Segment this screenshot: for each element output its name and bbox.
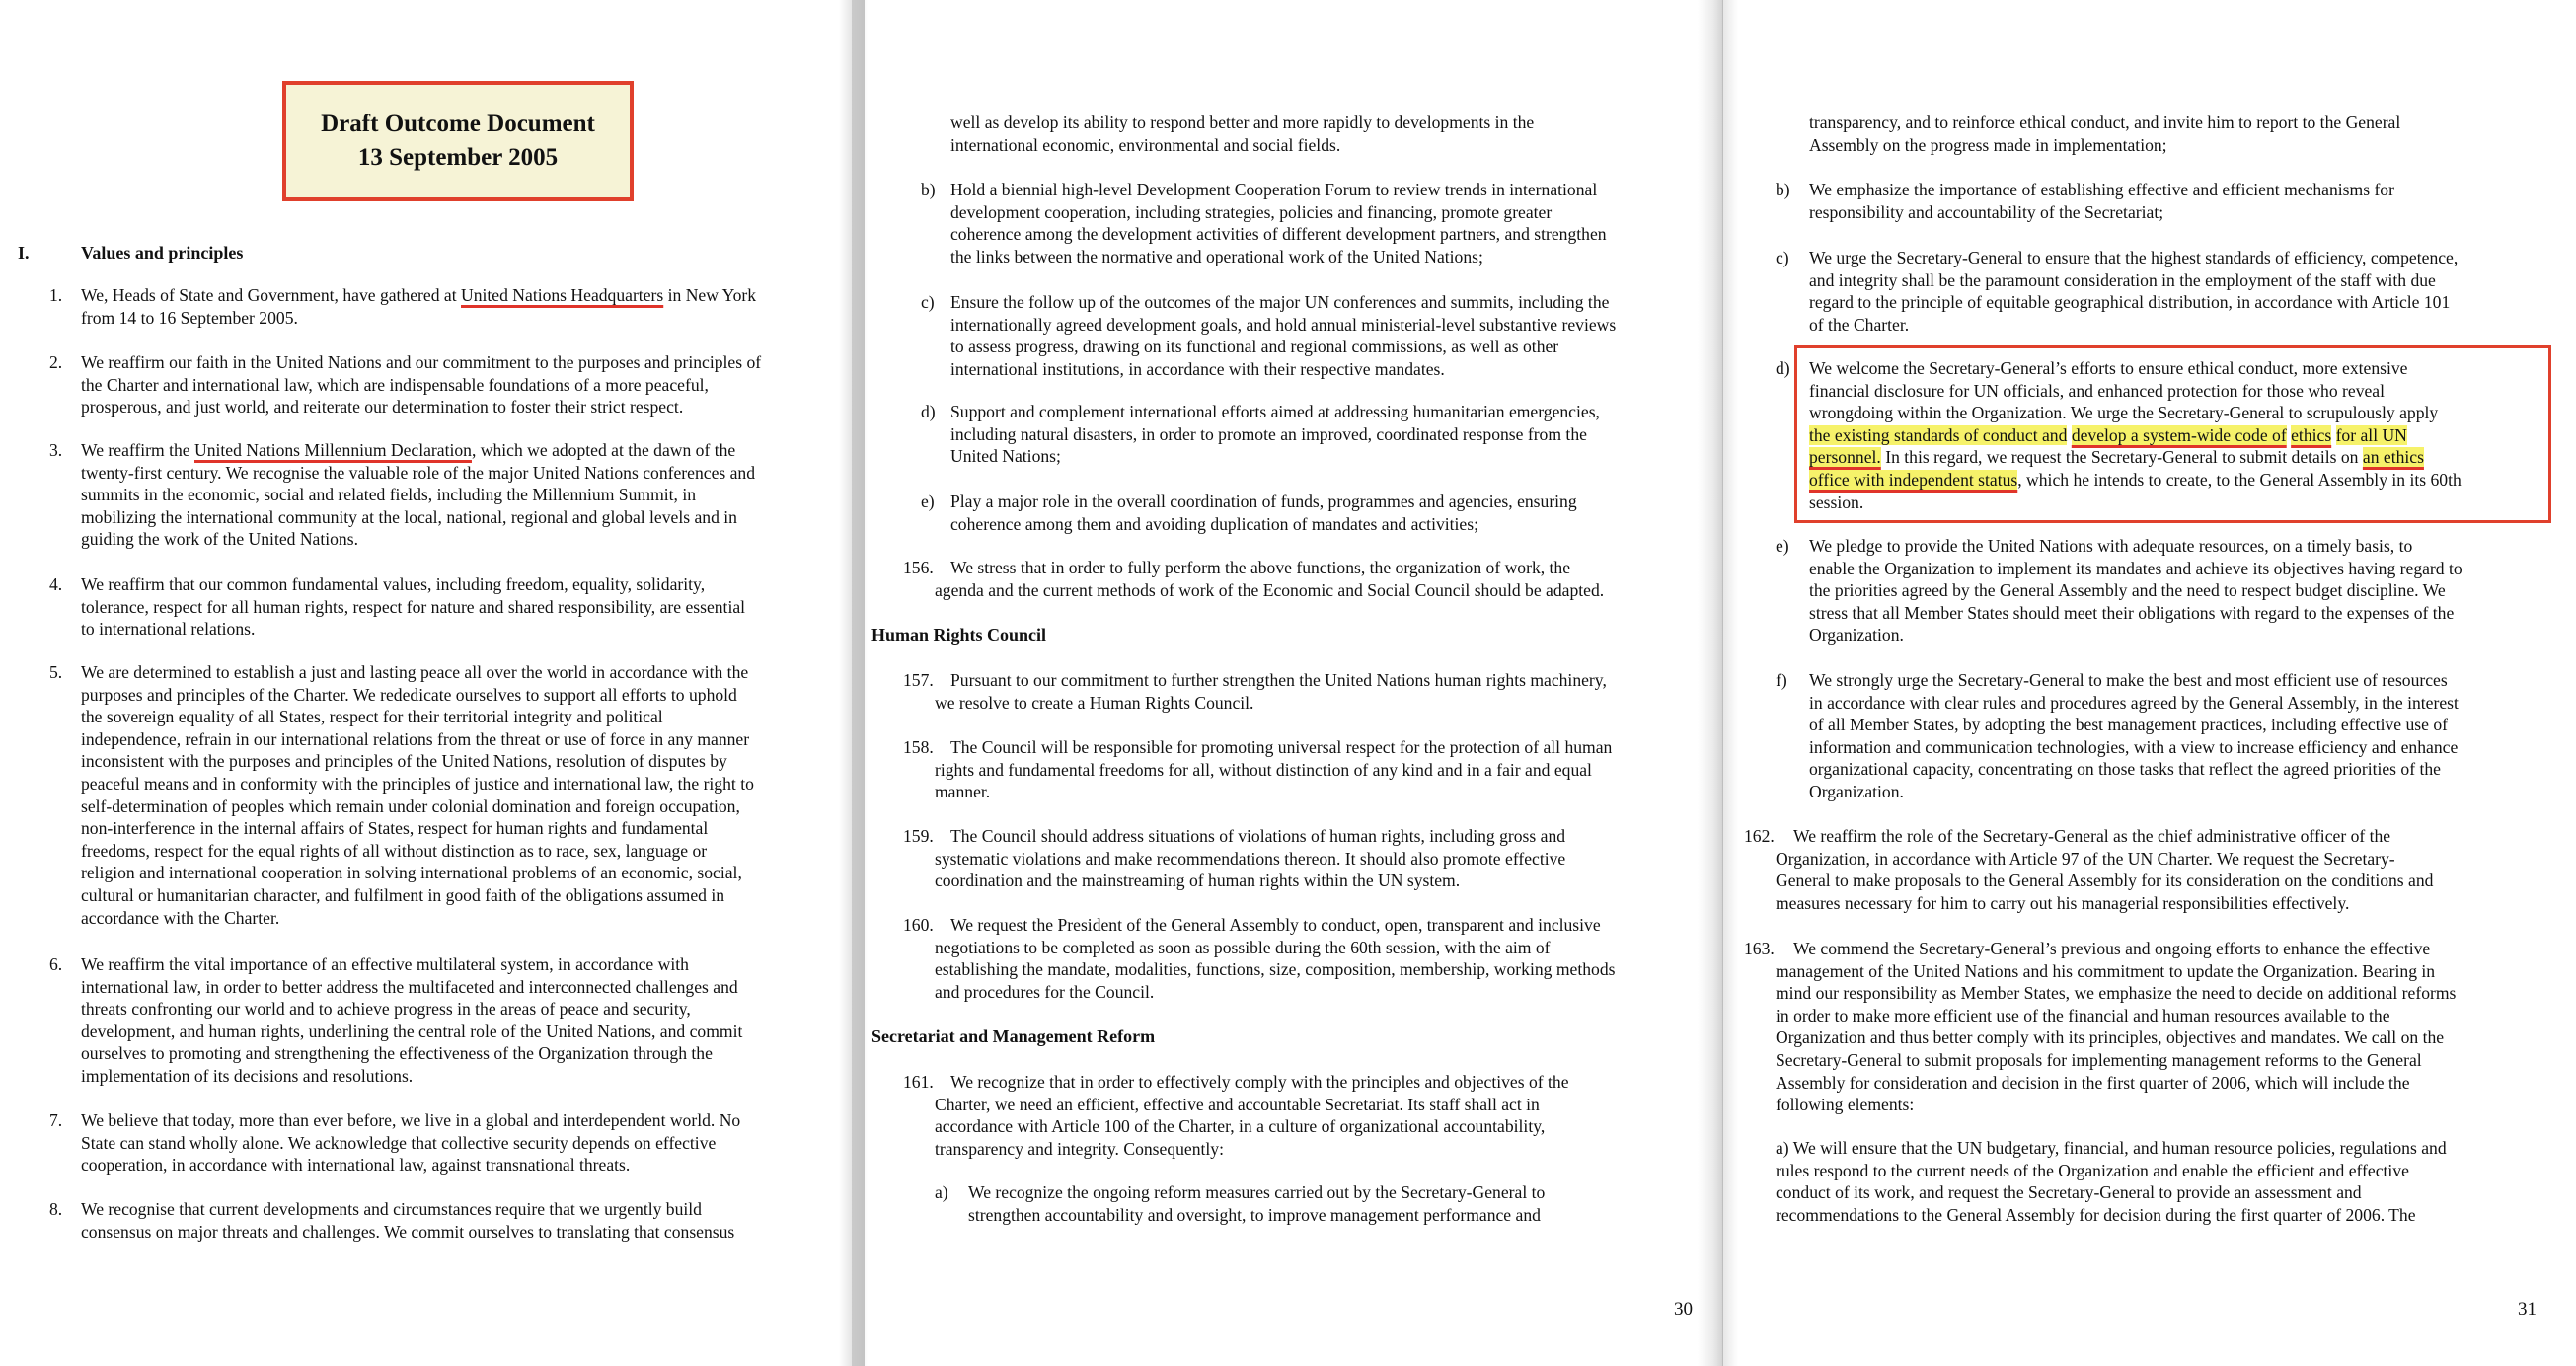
paragraph-line: Organization.: [1809, 625, 1904, 645]
paragraph-line: of all Member States, by adopting the best management practices, including effective use of: [1809, 715, 2449, 735]
page-number: 30: [1674, 1299, 1693, 1320]
paragraph-line: the Charter and international law, which are indispensable foundations of a more peaceful,: [81, 374, 709, 395]
paragraph-number: 1.: [49, 285, 63, 305]
paragraph-line: We, Heads of State and Government, have gathered at United Nations Headquarters in New York: [81, 285, 757, 305]
paragraph-number: 162.: [1744, 826, 1775, 846]
paragraph-number: 4.: [49, 574, 63, 594]
section-heading: Human Rights Council: [871, 625, 1047, 645]
paragraph-line: information and communication technologies, with a view to increase efficiency and enhance: [1809, 736, 2459, 757]
paragraph-line: enable the Organization to implement its mandates and achieve its objectives having regard to: [1809, 558, 2462, 578]
paragraph-line: The Council will be responsible for promoting universal respect for the protection of all human: [950, 737, 1613, 757]
emphasized-phrase: the existing standards of conduct and: [1809, 424, 2068, 445]
emphasized-phrase: United Nations Millennium Declaration: [194, 440, 472, 460]
paragraph-line: and procedures for the Council.: [935, 981, 1155, 1002]
paragraph-line: mind our responsibility as Member States, we emphasize the need to decide on additional reforms: [1776, 983, 2457, 1004]
emphasized-phrase: office with independent status: [1809, 470, 2018, 490]
paragraph-line: Assembly for consideration and decision in the first quarter of 2006, which will include the: [1776, 1072, 2410, 1093]
paragraph-line: threats confronting our world and to achieve progress in the areas of peace and security,: [81, 999, 691, 1020]
paragraph-line: We recognize the ongoing reform measures carried out by the Secretary-General to: [968, 1182, 1546, 1202]
highlight-annotation-box: [1794, 345, 2551, 523]
paragraph-line: management of the United Nations and his commitment to update the Organization. Bearing in: [1776, 960, 2436, 981]
paragraph-number: 2.: [49, 352, 63, 372]
paragraph-line: transparency, and to reinforce ethical conduct, and invite him to report to the General: [1809, 113, 2401, 132]
paragraph-line: guiding the work of the United Nations.: [81, 529, 358, 550]
paragraph-line: regard to the principle of equitable geographical distribution, in accordance with Article 101: [1809, 292, 2451, 313]
paragraph-number: b): [1776, 180, 1790, 199]
paragraph-number: 156.: [903, 558, 934, 577]
emphasized-phrase: ethics: [2291, 424, 2332, 445]
paragraph-line: We stress that in order to fully perform the above functions, the organization of work, the: [950, 558, 1571, 577]
paragraph-line: accordance with the Charter.: [81, 907, 280, 928]
title-line-1: Draft Outcome Document: [321, 111, 595, 137]
paragraph-line: international economic, environmental and social fields.: [950, 134, 1341, 155]
paragraph-line: development, and human rights, underlining the central role of the United Nations, and commit: [81, 1021, 743, 1041]
section-title: Values and principles: [81, 243, 244, 263]
paragraph-line: in accordance with clear rules and procedures agreed by the General Assembly, in the interest: [1809, 692, 2459, 713]
paragraph-line: tolerance, respect for all human rights, respect for nature and shared responsibility, are essential: [81, 596, 746, 617]
paragraph-line: ourselves to promoting and strengthening the effectiveness of the Organization through the: [81, 1043, 713, 1064]
paragraph-number: a): [935, 1182, 948, 1202]
paragraph-line: summits in the economic, social and related fields, including the Millennium Summit, in: [81, 485, 697, 505]
paragraph-number: 161.: [903, 1072, 934, 1092]
paragraph-line: organizational capacity, concentrating on those tasks that reflect the agreed priorities of the: [1809, 759, 2441, 780]
paragraph-line: We commend the Secretary-General’s previous and ongoing efforts to enhance the effective: [1793, 939, 2431, 958]
paragraph-line: We are determined to establish a just and lasting peace all over the world in accordance with the: [81, 662, 749, 682]
paragraph-line: the links between the normative and operational work of the United Nations;: [950, 246, 1483, 266]
paragraph-line: purposes and principles of the Charter. We rededicate ourselves to support all efforts to uphold: [81, 684, 737, 705]
emphasized-phrase: an ethics: [2362, 447, 2424, 468]
paragraph-line: independence, refrain in our international relations from the threat or use of force in any manner: [81, 728, 750, 749]
paragraph-line: We welcome the Secretary-General’s efforts to ensure ethical conduct, more extensive: [1809, 358, 2408, 378]
paragraph-line: Play a major role in the overall coordination of funds, programmes and agencies, ensuring: [950, 492, 1577, 511]
paragraph-number: 160.: [903, 915, 934, 935]
paragraph-line: The Council should address situations of violations of human rights, including gross and: [950, 826, 1566, 846]
emphasized-phrase: personnel.: [1809, 447, 1881, 468]
paragraph-line: of the Charter.: [1809, 314, 1910, 335]
paragraph-line: Assembly on the progress made in implementation;: [1809, 134, 2167, 155]
page-number: 31: [2518, 1299, 2537, 1320]
paragraph-line: to assess progress, drawing on its functional and regional commissions, as well as other: [950, 337, 1559, 357]
paragraph-line: from 14 to 16 September 2005.: [81, 307, 298, 328]
paragraph-line: Hold a biennial high-level Development Cooperation Forum to review trends in international: [950, 180, 1598, 199]
paragraph-number: 8.: [49, 1199, 63, 1219]
paragraph-line: following elements:: [1776, 1095, 1915, 1115]
paragraph-line: twenty-first century. We recognise the valuable role of the major United Nations conferences and: [81, 462, 756, 483]
paragraph-line: We emphasize the importance of establishing effective and efficient mechanisms for: [1809, 180, 2394, 199]
paragraph-line: manner.: [935, 782, 991, 802]
document-page-middle: [852, 0, 1722, 1366]
paragraph-line: recommendations to the General Assembly for decision during the first quarter of 2006. The: [1776, 1204, 2416, 1225]
paragraph-line: We urge the Secretary-General to ensure that the highest standards of efficiency, competence,: [1809, 248, 2459, 267]
paragraph-line: well as develop its ability to respond better and more rapidly to developments in the: [950, 113, 1535, 132]
paragraph-line: We pledge to provide the United Nations with adequate resources, on a timely basis, to: [1809, 536, 2413, 556]
paragraph-number: c): [1776, 248, 1789, 267]
document-page-left: [0, 0, 852, 1366]
paragraph-line: establishing the mandate, modalities, functions, size, composition, membership, working methods: [935, 959, 1616, 980]
paragraph-line: Ensure the follow up of the outcomes of the major UN conferences and summits, including the: [950, 292, 1610, 312]
paragraph-line: to international relations.: [81, 619, 256, 640]
paragraph-line: systematic violations and make recommendations thereon. It should also promote effective: [935, 848, 1566, 869]
paragraph-line: coherence among them and avoiding duplication of mandates and activities;: [950, 513, 1478, 534]
paragraph-line: development cooperation, including strategies, policies and financing, promote greater: [950, 201, 1553, 222]
paragraph-line: accordance with Article 100 of the Charter, in a culture of organizational accountability,: [935, 1116, 1546, 1137]
paragraph-line: We believe that today, more than ever before, we live in a global and interdependent world. No: [81, 1110, 741, 1130]
paragraph-line: prosperous, and just world, and reiterate our determination to foster their strict respect.: [81, 397, 684, 417]
paragraph-line: we resolve to create a Human Rights Council.: [935, 692, 1254, 713]
paragraph-line: cooperation, in accordance with international law, against transnational threats.: [81, 1155, 631, 1176]
paragraph-line: Charter, we need an efficient, effective and accountable Secretariat. Its staff shall act in: [935, 1094, 1540, 1114]
paragraph-line: We reaffirm that our common fundamental values, including freedom, equality, solidarity,: [81, 574, 706, 594]
paragraph-line: Pursuant to our commitment to further strengthen the United Nations human rights machinery,: [950, 670, 1607, 690]
paragraph-line: Organization, in accordance with Article 97 of the UN Charter. We request the Secretary-: [1776, 848, 2395, 869]
paragraph-number: 163.: [1744, 939, 1775, 958]
paragraph-line: rights and fundamental freedoms for all, without distinction of any kind and in a fair and equal: [935, 759, 1592, 780]
paragraph-line: session.: [1809, 492, 1864, 512]
paragraph-line: We strongly urge the Secretary-General to make the best and most efficient use of resources: [1809, 670, 2448, 690]
paragraph-line: the sovereign equality of all States, respect for their territorial integrity and political: [81, 707, 663, 727]
paragraph-line: We reaffirm the role of the Secretary-General as the chief administrative officer of the: [1793, 826, 2391, 846]
paragraph-line: peaceful means and in conformity with the principles of justice and international law, the right to: [81, 774, 754, 794]
paragraph-line: coordination and the mainstreaming of human rights within the UN system.: [935, 871, 1461, 891]
paragraph-line: We reaffirm the United Nations Millennium Declaration, which we adopted at the dawn of the: [81, 440, 736, 460]
paragraph-line: and integrity shall be the paramount consideration in the employment of the staff with due: [1809, 269, 2436, 290]
paragraph-line: implementation of its decisions and resolutions.: [81, 1066, 414, 1086]
paragraph-number: 3.: [49, 440, 63, 460]
paragraph-line: a) We will ensure that the UN budgetary, financial, and human resource policies, regulations and: [1776, 1138, 2447, 1158]
paragraph-number: 158.: [903, 737, 934, 757]
paragraph-line: the priorities agreed by the General Assembly and the need to respect budget discipline. We: [1809, 580, 2446, 601]
paragraph-line: We request the President of the General Assembly to conduct, open, transparent and inclusive: [950, 915, 1601, 935]
paragraph-line: responsibility and accountability of the Secretariat;: [1809, 201, 2164, 222]
paragraph-number: 157.: [903, 670, 934, 690]
paragraph-line: rules respond to the current needs of the Organization and enable the efficient and effective: [1776, 1160, 2409, 1180]
paragraph-number: f): [1776, 670, 1787, 690]
paragraph-number: b): [921, 180, 936, 199]
paragraph-line: Secretary-General to submit proposals for implementing management reforms to the General: [1776, 1050, 2422, 1070]
paragraph-line: mobilizing the international community at the local, national, regional and global levels and in: [81, 506, 737, 527]
paragraph-line: coherence among the development activities of different development partners, and strengthen: [950, 224, 1607, 245]
paragraph-line: international law, in order to better address the multifaceted and interconnected challenges and: [81, 976, 738, 997]
paragraph-number: c): [921, 292, 935, 312]
paragraph-number: 5.: [49, 662, 63, 682]
paragraph-number: 6.: [49, 954, 63, 974]
paragraph-number: e): [1776, 536, 1789, 556]
document-page-right: [1722, 0, 2576, 1366]
paragraph-line: international institutions, in accordance with their respective mandates.: [950, 358, 1445, 379]
title-line-2: 13 September 2005: [357, 144, 559, 171]
paragraph-line: measures necessary for him to carry out his managerial responsibilities effectively.: [1776, 892, 2350, 913]
paragraph-line: We reaffirm the vital importance of an effective multilateral system, in accordance with: [81, 954, 689, 974]
paragraph-line: State can stand wholly alone. We acknowledge that collective security depends on effective: [81, 1132, 717, 1153]
paragraph-line: non-interference in the internal affairs of States, respect for human rights and fundamental: [81, 818, 709, 839]
paragraph-line: inconsistent with the purposes and principles of the United Nations, resolution of disputes by: [81, 751, 727, 772]
title-box: [282, 81, 634, 201]
paragraph-line: conduct of its work, and request the Secretary-General to provide an assessment and: [1776, 1182, 2362, 1203]
paragraph-line: consensus on major threats and challenges. We commit ourselves to translating that consensus: [81, 1221, 735, 1242]
paragraph-number: e): [921, 492, 935, 511]
paragraph-number: 159.: [903, 826, 934, 846]
paragraph-line: agenda and the current methods of work of the Economic and Social Council should be adapted.: [935, 579, 1605, 600]
paragraph-line: Organization.: [1809, 782, 1904, 801]
paragraph-line: internationally agreed development goals, and hold annual ministerial-level substantive reviews: [950, 314, 1617, 335]
section-heading: Secretariat and Management Reform: [871, 1026, 1156, 1046]
paragraph-line: We recognise that current developments and circumstances require that we urgently build: [81, 1199, 702, 1219]
paragraph-line: Organization and thus better comply with its principles, objectives and mandates. We call on the: [1776, 1027, 2445, 1048]
paragraph-line: We recognize that in order to effectively comply with the principles and objectives of the: [950, 1072, 1569, 1092]
emphasized-phrase: develop a system-wide code of: [2071, 424, 2287, 445]
paragraph-line: personnel. In this regard, we request the Secretary-General to submit details on an ethics: [1809, 447, 2424, 468]
paragraph-line: transparency and integrity. Consequently:: [935, 1138, 1224, 1159]
paragraph-line: cultural or humanitarian character, and fulfilment in good faith of the obligations assumed in: [81, 885, 725, 905]
paragraph-line: financial disclosure for UN officials, and enhanced protection for those who reveal: [1809, 380, 2385, 401]
paragraph-line: We reaffirm our faith in the United Nations and our commitment to the purposes and principles of: [81, 352, 762, 372]
section-number: I.: [18, 243, 30, 263]
paragraph-line: negotiations to be completed as soon as possible during the 60th session, with the aim of: [935, 937, 1551, 957]
paragraph-number: d): [1776, 358, 1790, 378]
paragraph-line: self-determination of peoples which remain under colonial domination and foreign occupation,: [81, 796, 740, 816]
paragraph-line: including natural disasters, in order to promote an improved, coordinated response from the: [950, 423, 1587, 444]
paragraph-line: strengthen accountability and oversight, to improve management performance and: [968, 1204, 1541, 1225]
paragraph-line: office with independent status, which he intends to create, to the General Assembly in its 60th: [1809, 470, 2462, 490]
paragraph-line: freedoms, respect for the equal rights of all without distinction as to race, sex, language or: [81, 840, 708, 861]
paragraph-line: religion and international cooperation in solving international problems of an economic, social,: [81, 863, 742, 883]
paragraph-line: in order to make more efficient use of the financial and human resources available to the: [1776, 1005, 2390, 1025]
paragraph-number: 7.: [49, 1110, 63, 1130]
paragraph-line: Support and complement international efforts aimed at addressing humanitarian emergencies,: [950, 402, 1600, 421]
paragraph-line: wrongdoing within the Organization. We urge the Secretary-General to scrupulously apply: [1809, 403, 2439, 423]
emphasized-phrase: for all UN: [2335, 424, 2407, 445]
paragraph-line: United Nations;: [950, 446, 1061, 467]
paragraph-line: stress that all Member States should meet their obligations with regard to the expenses of the: [1809, 602, 2455, 623]
emphasized-phrase: United Nations Headquarters: [461, 285, 664, 305]
paragraph-number: d): [921, 402, 936, 421]
paragraph-line: General to make proposals to the General Assembly for its consideration on the conditions and: [1776, 871, 2434, 891]
